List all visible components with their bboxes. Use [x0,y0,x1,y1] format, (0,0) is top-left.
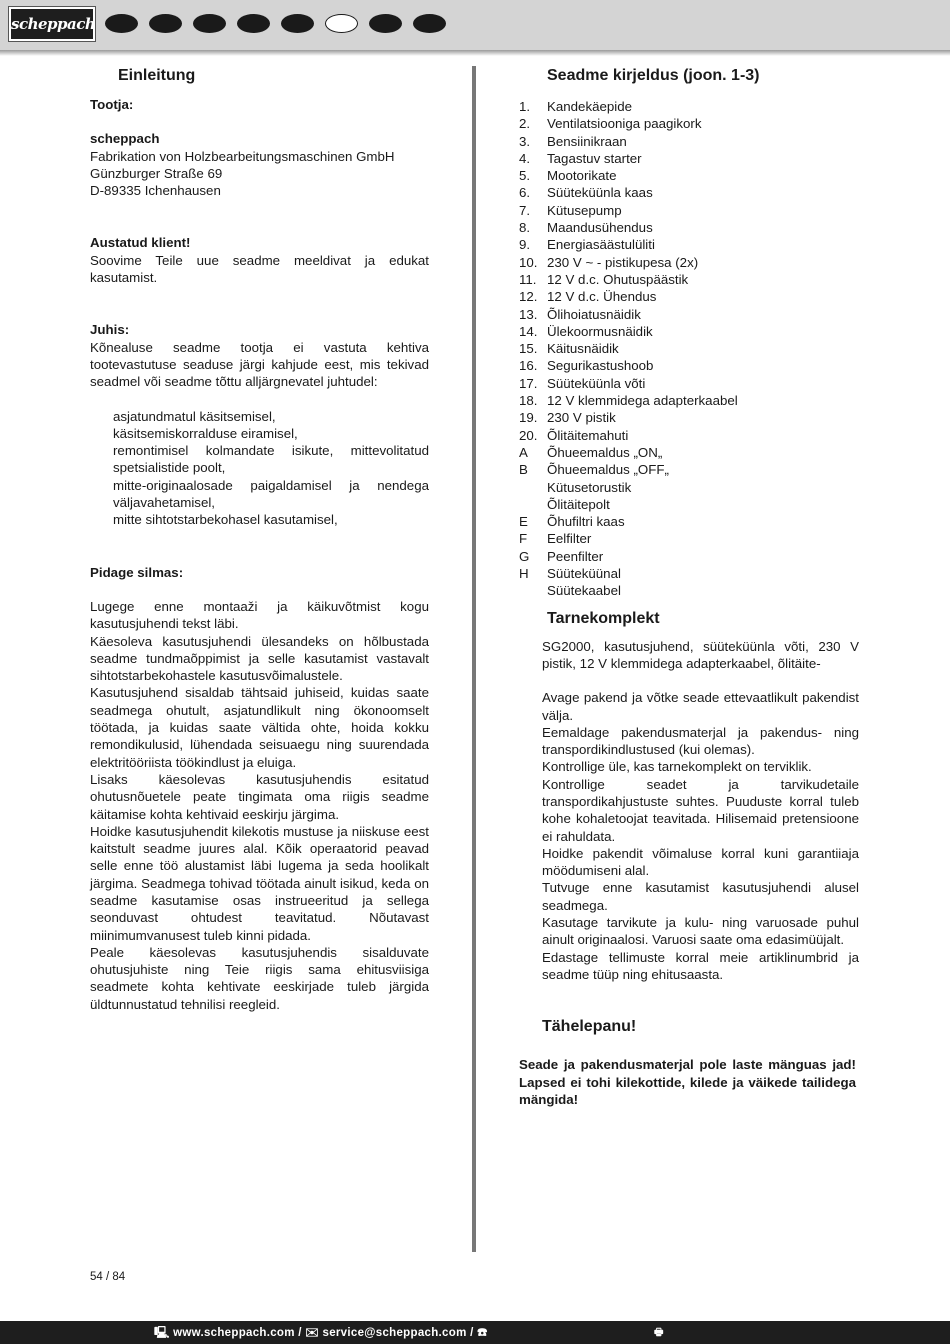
section-dot [281,14,314,33]
part-number: 13. [519,306,538,322]
part-number: F [519,531,528,547]
part-number: 5. [519,168,531,184]
part-number: G [519,548,530,564]
section-dot [237,14,270,33]
part-name: Ülekoormusnäidik [547,323,653,339]
parts-list-item [519,202,859,219]
greeting-label: Austatud klient! [90,235,191,251]
part-number: H [519,566,529,582]
part-number: 18. [519,393,538,409]
page-header [0,0,950,50]
company-name: scheppach [90,131,160,147]
part-name: Õhueemaldus „OFF„ [547,462,669,478]
greeting-text: Soovime Teile uue seadme meeldivat ja edukat kasutamist. [90,252,429,286]
part-name: Ventilatsiooniga paagikork [547,116,702,132]
part-number: 8. [519,220,531,236]
part-number: 12. [519,289,538,305]
company-address [90,148,429,200]
manufacturer-label: Tootja: [90,97,134,112]
printer-icon: 🖶︎ [654,1327,664,1338]
parts-list-item [519,582,859,599]
part-number: 4. [519,150,531,166]
page-footer [0,1321,950,1344]
section-title-introduction: Einleitung [118,67,196,84]
footer-contact [154,1325,488,1344]
parts-list-item [519,133,859,150]
parts-list-item [519,184,859,201]
remember-paragraph: Käesoleva kasutusjuhendi ülesandeks on hõlbustada seadme tundmaõppimist ja selle kasutamist vastavalt sihtotstarbekohastele kasutusvõimalustele. [90,633,429,684]
part-number: 3. [519,133,531,149]
parts-list-item [519,288,859,305]
part-number: 1. [519,99,531,114]
part-number: 9. [519,237,531,253]
parts-list-item [519,219,859,236]
delivery-paragraph: Kontrollige üle, kas tarnekomplekt on terviklik. [542,759,812,775]
section-dot [369,14,402,33]
parts-list-item [519,323,859,340]
column-divider [472,66,476,1252]
note-list-item: mitte-originaalosade paigaldamisel ja nendega väljavahetamisel, [113,477,429,511]
left-column [90,66,429,1013]
delivery-contents: SG2000, kasutusjuhend, süüteküünla võti, 230 V pistik, 12 V klemmidega adapterkaabel, õlitäite- [542,638,859,671]
part-name: 12 V d.c. Ühendus [547,289,657,305]
part-name: Bensiinikraan [547,133,627,149]
part-number: 7. [519,202,531,218]
address-line: Günzburger Straße 69 [90,165,223,181]
parts-list-item [519,254,859,271]
section-dot [193,14,226,33]
section-dot [325,14,358,33]
part-name: Süüteküünla võti [547,375,646,391]
part-name: Õlitäitepolt [547,496,610,512]
remember-paragraph: Hoidke kasutusjuhendit kilekotis mustuse ja niiskuse eest kaitstult seadme juures alal. Kõik operaatorid peavad selle enne töö alustamist läbi lugema ja seda hoolikalt järgima. Seadmega tohivad töötada ainult isikud, keda on seadme kasutamise osas instrueeritud ja sellega seonduvast ohtudest teavitatud. Nõutavast miinimumvanusest tuleb kinni pidada. [90,823,429,943]
attention-warning: Seade ja pakendusmaterjal pole laste mänguas jad! Lapsed ei tohi kilekottide, kilede ja väikede tailidega mängida! [519,1057,856,1107]
delivery-instructions [542,689,859,983]
part-number: 20. [519,427,538,443]
part-name: 230 V pistik [547,410,616,426]
parts-list-item [519,271,859,288]
delivery-paragraph: Avage pakend ja võtke seade ettevaatlikult pakendist välja. [542,690,859,723]
parts-list-item [519,167,859,184]
part-number: 6. [519,185,531,201]
part-number: 14. [519,323,538,339]
address-line: Fabrikation von Holzbearbeitungsmaschinen GmbH [90,148,395,164]
part-number: 19. [519,410,538,426]
part-name: Õlitäitemahuti [547,427,629,443]
note-text: Kõnealuse seadme tootja ei vastuta kehtiva tootevastutuse seaduse järgi kahjude eest, mis tekivad seadmel või seadme tõttu alljärgnevatel juhtudel: [90,339,429,390]
parts-list-item [519,530,859,547]
part-name: Süütekaabel [547,583,621,599]
part-number: 17. [519,375,538,391]
part-number: 10. [519,254,538,270]
parts-list-item [519,392,859,409]
parts-list-item [519,375,859,392]
part-number: 2. [519,116,531,132]
note-list-item: remontimisel kolmandate isikute, mittevolitatud spetsialistide poolt, [113,443,429,476]
remember-label: Pidage silmas: [90,564,184,580]
page-number: 54 / 84 [90,1271,126,1283]
part-number: 16. [519,358,538,374]
parts-list [519,98,859,600]
part-name: Peenfilter [547,548,604,564]
note-list-item: mitte sihtotstarbekohasel kasutamisel, [113,512,338,528]
section-dot [149,14,182,33]
part-name: Süüteküünal [547,566,621,582]
section-dots [105,14,457,34]
parts-list-item [519,513,859,530]
remember-paragraph: Peale käesolevas kasutusjuhendis sisalduvate ohutusjuhiste ning Teie riigis sama ehitusviisiga seadmete kohta kehtivate eeskirjade tuleb järgida üldtunnustatud tehnilisi reegleid. [90,944,429,1012]
parts-list-item [519,479,859,496]
parts-list-item [519,98,859,115]
part-name: Mootorikate [547,168,617,184]
logo-text: scheppach [11,15,96,33]
delivery-block [519,638,859,1038]
parts-list-item [519,444,859,461]
part-name: Kütusetorustik [547,479,632,495]
delivery-paragraph: Kontrollige seadet ja tarvikudetaile transpordikahjustuste suhtes. Puuduste korral tuleb kohe kohaletoojat teavitada. Hilisemaid pretensioone ei rahuldata. [542,776,859,844]
note-label: Juhis: [90,322,130,338]
part-number [519,496,547,513]
remember-paragraph: Lugege enne montaaži ja käikuvõtmist kogu kasutusjuhendi tekst läbi. [90,598,429,632]
parts-list-item [519,461,859,478]
delivery-paragraph: Hoidke pakendit võimaluse korral kuni garantiiaja möödumiseni alal. [542,845,859,879]
part-name: Õhufiltri kaas [547,514,625,530]
part-name: 12 V klemmidega adapterkaabel [547,393,738,409]
parts-list-item [519,357,859,374]
header-shadow [0,50,950,56]
parts-list-item [519,115,859,132]
parts-list-item [519,340,859,357]
parts-list-item [519,496,859,513]
remember-paragraph: Kasutusjuhend sisaldab tähtsaid juhiseid, kuidas saate seadmega ohutult, asjatundlikult ning ökonoomselt töötada, ja kuidas saate vältida ohte, hoida kokku remondikulusid, lühendada seisuaegu ning suurendada elektritööriista töökindlust ja eluiga. [90,685,429,770]
part-name: Kandekäepide [547,99,633,114]
note-list-item: asjatundmatul käsitsemisel, [113,408,276,424]
note-list [90,408,429,529]
parts-list-item [519,306,859,323]
section-dot [413,14,446,33]
part-number: B [519,462,528,478]
delivery-paragraph: Kasutage tarvikute ja kulu- ning varuosade puhul ainult originaalosi. Varuosi saate oma edasimüüjalt. [542,915,859,948]
part-name: Süüteküünla kaas [547,185,653,201]
delivery-paragraph: Tutvuge enne kasutamist kasutusjuhendi alusel seadmega. [542,880,859,913]
note-list-item: käsitsemiskorralduse eiramisel, [113,425,298,441]
part-number: 15. [519,341,538,357]
section-title-description: Seadme kirjeldus (joon. 1-3) [547,67,760,84]
part-number: 11. [519,271,537,287]
part-name: Tagastuv starter [547,150,642,166]
part-name: Õhueemaldus „ON„ [547,444,663,460]
part-name: Õlihoiatusnäidik [547,306,641,322]
part-name: Kütusepump [547,202,622,218]
address-line: D-89335 Ichenhausen [90,183,221,199]
delivery-paragraph: Eemaldage pakendusmaterjal ja pakendus- ning transpordikindlustused (kui olemas). [542,724,859,758]
parts-list-item [519,236,859,253]
remember-text [90,598,429,1013]
section-title-delivery: Tarnekomplekt [547,609,660,627]
part-name: 230 V ~ - pistikupesa (2x) [547,254,699,270]
parts-list-item [519,548,859,565]
scheppach-logo [9,7,95,41]
part-name: Eelfilter [547,531,592,547]
part-number: E [519,514,528,530]
section-title-attention: Tähelepanu! [542,1018,637,1036]
computer-icon: 🖳︎ [154,1327,170,1339]
part-number: A [519,444,528,460]
parts-list-item [519,409,859,426]
section-dot [105,14,138,33]
part-name: Energiasäästulüliti [547,237,655,253]
part-name: Segurikastushoob [547,358,654,374]
part-name: Käitusnäidik [547,341,619,357]
delivery-paragraph: Edastage tellimuste korral meie artiklinumbrid ja seadme tüüp ning ehitusaasta. [542,949,859,982]
part-name: Maandusühendus [547,220,653,236]
parts-list-item [519,427,859,444]
parts-list-item [519,565,859,582]
footer-contact-text: www.scheppach.com / ✉ service@scheppach.com / ☎ [173,1327,488,1339]
part-name: 12 V d.c. Ohutuspäästik [547,271,689,287]
remember-paragraph: Lisaks käesolevas kasutusjuhendis esitatud ohutusnõuetele peate tingimata oma riigis seadme käitamise kohta kehtivaid eeskirju järgima. [90,771,429,822]
parts-list-item [519,150,859,167]
part-number [519,479,547,496]
part-number [519,582,547,599]
right-column [519,66,859,1108]
